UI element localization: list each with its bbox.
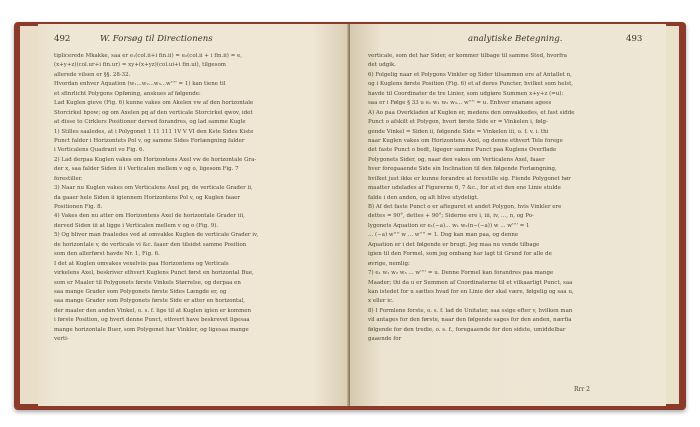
text-line: saa mange Grader som Polygonets første Sides Længde er, og	[54, 288, 227, 295]
text-line: der x, saa falder Siden ii i Verticalen mellem v og o, ligesom Fig. 7	[54, 166, 239, 173]
right-page-signature: Rrr 2	[574, 386, 590, 393]
text-line: Hvordan enhver Aquation (w₁...w₂...w₃...w'''' = 1) kan tiene til	[54, 81, 226, 88]
text-line: A) Ao paa Overkladen af Kuglen er, medens den omvakkedes, et fast sidde	[368, 109, 575, 116]
text-line: de horizontale v, de verticale vi &c. faaer den tilsidst samme Position	[54, 241, 247, 248]
text-line: 5) Og bliver man fraaledes ved at omvakke Kuglen de verticale Grader iv,	[54, 232, 259, 239]
text-line: 2) Lad derpaa Kuglen vakes om Horizontens Axel vw de horizontale Gra-	[54, 156, 257, 163]
text-line: 3) Naar nu Kuglen vakes om Verticalens Axel pq, de verticale Grader ii,	[54, 185, 253, 192]
text-line: gaaende for	[368, 336, 402, 343]
text-line: det udgik.	[368, 62, 397, 69]
text-line: som er Maaler til Polygonets første Vinkels Størrelse, og derpaa en	[54, 279, 241, 286]
text-line: 6) Folgelig naar et Polygons Vinkler og Sider tilsammen ere af Antallet n,	[368, 71, 572, 78]
text-line: i Verticalens Quadrant vo Fig. 6.	[54, 147, 145, 154]
text-line: at disse to Cirklers Positioner derved forandres, og lad samme Kugle	[54, 119, 246, 126]
left-page-number: 492	[54, 34, 71, 44]
text-line: 8) I Formlene forste, o. s. f. lad de Unitater, saa ssige efter v, hvilken man	[368, 307, 573, 314]
text-line: 7) e₁ w₁ w₂ w₃ ... w'''' = u. Denne Formel kan forandres paa mange	[368, 270, 554, 277]
text-line: maatter udelades af Figurerne 6, 7 &c., for at et den ene Linie stulde	[368, 185, 561, 192]
text-line: verti-	[54, 336, 69, 343]
text-line: følgende for den tredie, o. s. f., foregaaende for den sidste, umiddelbar	[368, 326, 566, 333]
text-line: falde i den anden, og alt blive utydeligt.	[368, 194, 479, 201]
text-line: og i Kuglens første Position (Fig. 6) et af deres Puncter, hvilket som helst,	[368, 81, 574, 88]
text-line: Lad Kuglen gieve (Fig. 6) kunne vakes om Akelen vw af den horizontale	[54, 100, 254, 107]
text-line: saa er i Følge § 33 u e₁ w₁ w₂ w₃... w'''' = u. Enhver enanæe agees	[368, 100, 552, 107]
text-line: verticale, som det har Sider, er kommer tilbage til samme Sted, hvorfra	[368, 53, 568, 59]
text-line: saa mange Grader som Polygonets første Side er atter en horizontal,	[54, 298, 246, 305]
text-line: havde til Coordinater de tre Linier, som udgiøre Summen x+y+z (=u):	[368, 90, 564, 97]
open-book	[14, 22, 686, 412]
left-page	[38, 24, 350, 406]
text-line: x eller ic.	[368, 298, 394, 305]
text-line: øvrige, nemlig:	[368, 260, 410, 267]
text-line: da gaaer hele Siden ii igiennem Horizontens Pol v, og Kuglen faaer	[54, 194, 240, 201]
text-line: I det at Kuglen omvakes vexelviis paa Horizontens og Verticals	[54, 260, 229, 267]
text-line: vil antages for den første, naar den følgende sages for den anden, nærfia	[368, 317, 572, 324]
text-line: 1) Stilles saaledes, at i Polygonet 1 11 111 1V V VI den Kste Sides Kiste	[54, 128, 254, 135]
left-running-head: W. Forsøg til Directionens	[100, 34, 213, 44]
text-line: hvilket just ikke er kunne forandre at forestille sig. Fiende Polygonet hør	[368, 175, 571, 182]
text-line: kan istedet for u sættes hvad for en Linie der skal være, følgelig og saa u,	[368, 288, 574, 295]
text-line: gende Vinkel = Siden ii, følgende Side = Vinkelen iii, o. f. v. i. thi	[368, 128, 549, 135]
text-line: virkelens Axel, beskriver ethvert Kuglens Punct først en horizontal Bue,	[54, 270, 254, 277]
right-page-text	[368, 52, 658, 345]
text-line: Aquation er i det følgende er brugt. Jeg maa nu vende tilbage	[368, 241, 540, 248]
text-line: tiplicerede Mkakke, saa er e₁(col.ii+i fin.ii) = e₂(col.ii + i fin.ii) = e,	[54, 53, 243, 59]
text-line: Punct falder i Horizontets Pol v, og samme Sides Forlængning falder	[54, 137, 245, 144]
text-line: et sfinrlicht Polygons Opføning, anskues af følgende:	[54, 90, 201, 97]
right-page-number: 493	[626, 34, 643, 44]
text-line: mange horizontale Buer, som Polygonet har Vinkler, og ligesaa mange	[54, 326, 249, 333]
page-block-right-edge	[664, 26, 679, 404]
text-line: lygonets Aquation er e₁(−a)... w₁ w₂(n−(−a)) w ... w'''' = 1	[368, 222, 530, 229]
text-line: allerede vilsen er §§. 28-32.	[54, 71, 131, 78]
text-line: Punct o afskilt et Polygon, hvori første Side er = Vinkelen i, følg-	[368, 119, 548, 126]
text-line: det faste Punct o bedt, ligeger samme Punct paa Kuglens Overflade	[368, 147, 557, 154]
text-line: Positionen Fig. 8.	[54, 204, 103, 210]
text-line: B) Af det faste Punct o er afteguret et andet Polygon, hvis Vinkler ere	[368, 204, 562, 210]
text-line: derved Siden iii at ligge i Verticalen mellem v og o (Fig. 9).	[54, 222, 219, 229]
text-line: som den allerførst havde Nr. 1, Fig. 6.	[54, 251, 160, 258]
text-line: dettes = 90°, dettes + 90°; Siderne ere i, iii, iv, ..., n, og Po-	[368, 213, 534, 220]
text-line: der maaler den anden Vinkel, o. s. f. lige til at Kuglen igien er kommen	[54, 307, 252, 314]
right-running-head: analytiske Betegning.	[468, 34, 563, 44]
text-line: igien til den Formel, som jeg ombang har lagt til Grund for alle de	[368, 251, 552, 258]
text-line: 4) Vakes den nu atter om Horizontens Axel de horizontale Grader iii,	[54, 213, 245, 220]
text-line: Polygonets Sider, og, naar den vakes om Verticalens Axel, faaer	[368, 156, 545, 163]
text-line: (x+y+z)(col.ur+i fin.ur) = xy+(x+yz)(col.ui+i fin.ui), tilgesom	[54, 62, 226, 69]
text-line: hver foregaaende Side sin Inclination til den følgende Forlængning,	[368, 166, 557, 173]
right-page	[350, 24, 666, 406]
text-line: naar Kuglen vakes om Horizontens Axel, og denne ethvert Tele forege	[368, 137, 563, 144]
text-line: forestiller.	[54, 175, 83, 182]
text-line: Storcirkel hpow; og om Axelen pq af den verticale Storcirkel qwov, idet	[54, 109, 253, 116]
text-line: ... (−a) w'''' w ... w'''' = 1. Dog kan man paa, og denne	[368, 232, 519, 239]
text-line: i første Position, og hvert denne Punct, ethvert have beskrevet ligesaa	[54, 317, 250, 324]
left-page-text	[54, 52, 344, 345]
text-line: Maader; thi da u er Summen af Coordinaterne til et vilkaarligt Punct, saa	[368, 279, 573, 286]
